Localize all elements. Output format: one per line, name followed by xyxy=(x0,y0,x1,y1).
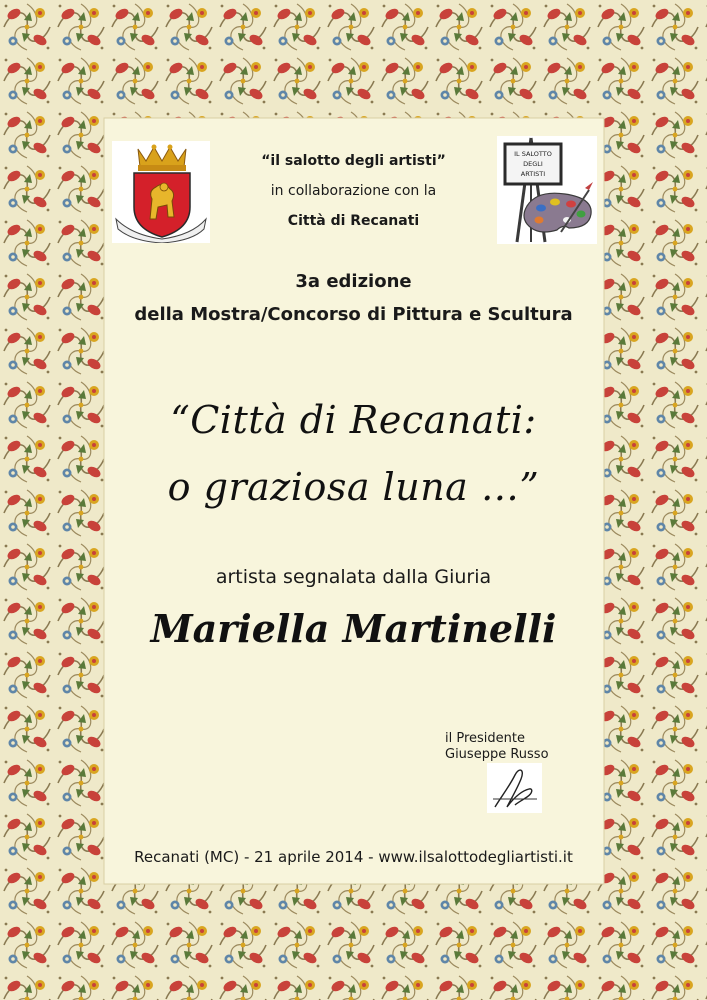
footer-line: Recanati (MC) - 21 aprile 2014 - www.ilsalottodegliartisti.it xyxy=(134,848,573,866)
award-label: artista segnalata dalla Giuria xyxy=(215,566,492,588)
sign-line-1: IL SALOTTO xyxy=(514,150,552,158)
artist-name: Mariella Martinelli xyxy=(150,606,557,651)
theme-line-2: o graziosa luna …” xyxy=(167,465,540,509)
organization-name: “il salotto degli artisti” xyxy=(261,153,446,169)
city-name: Città di Recanati xyxy=(287,213,420,229)
handwritten-signature-icon xyxy=(487,763,542,813)
theme-line-1: “Città di Recanati: xyxy=(170,398,537,442)
edition-title: 3a edizione xyxy=(295,271,412,292)
signatory-name: Giuseppe Russo xyxy=(445,747,549,762)
collaboration-line: in collaborazione con la xyxy=(270,183,437,199)
event-subtitle: della Mostra/Concorso di Pittura e Scultura xyxy=(134,304,573,325)
signatory-role: il Presidente xyxy=(445,731,525,746)
sign-line-3: ARTISTI xyxy=(520,170,546,178)
signature xyxy=(487,763,542,813)
sign-line-2: DEGLI xyxy=(523,160,543,168)
